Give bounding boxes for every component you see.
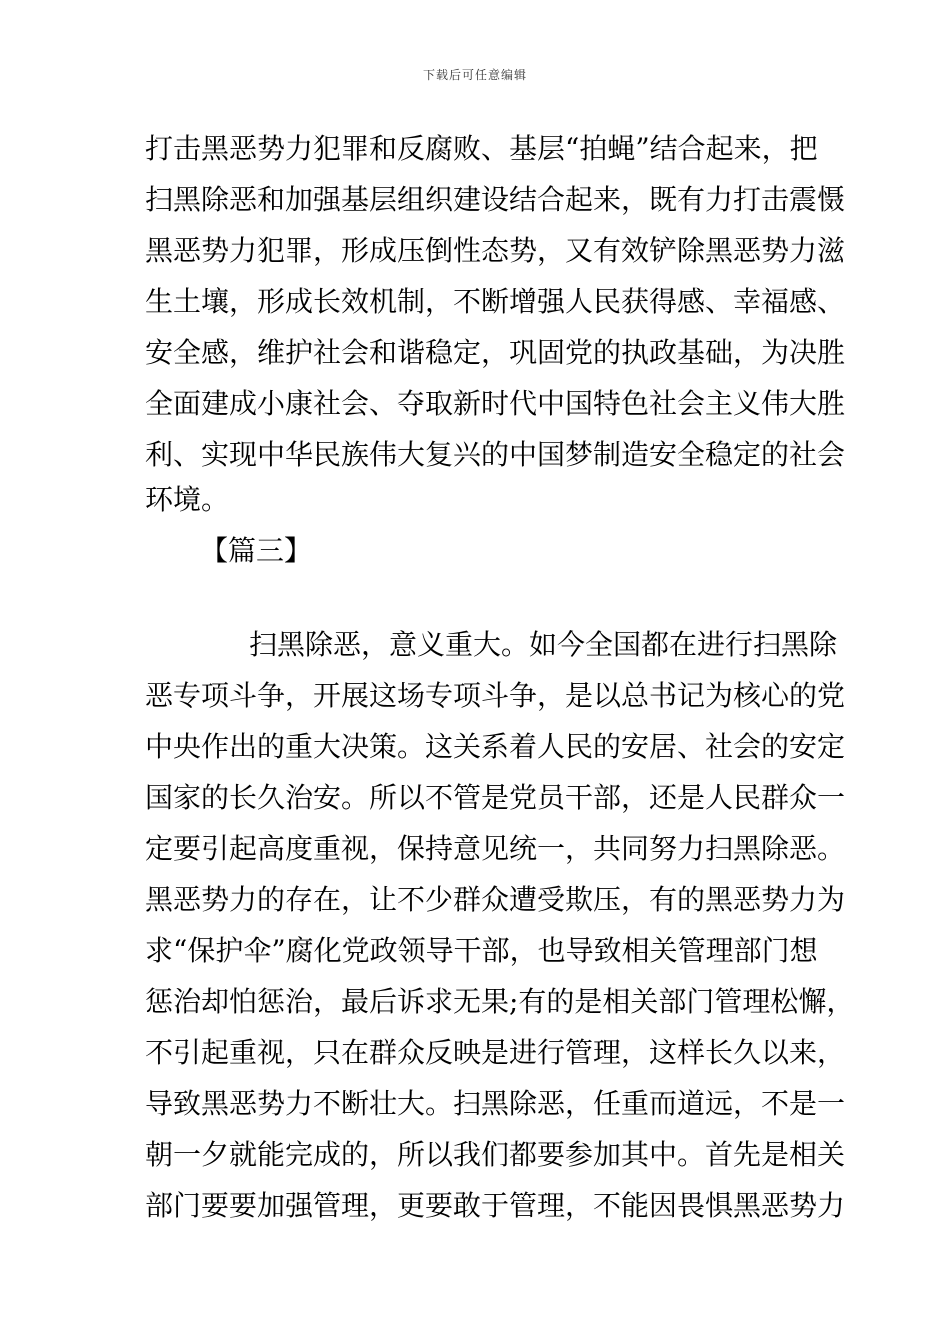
text-line: 中央作出的重大决策。这关系着人民的安居、社会的安定 (145, 730, 846, 763)
page-header-note: 下载后可任意编辑 (422, 68, 527, 82)
text-line: 扫黑除恶，意义重大。如今全国都在进行扫黑除 (249, 628, 838, 661)
text-line: 恶专项斗争，开展这场专项斗争，是以总书记为核心的党 (145, 679, 846, 712)
text-line: 全面建成小康社会、夺取新时代中国特色社会主义伟大胜 (145, 387, 846, 420)
text-line: 导致黑恶势力不断壮大。扫黑除恶，任重而道远，不是一 (145, 1087, 846, 1120)
text-line: 国家的长久治安。所以不管是党员干部，还是人民群众一 (145, 781, 846, 814)
text-line: 黑恶势力的存在，让不少群众遭受欺压，有的黑恶势力为 (145, 883, 846, 916)
text-line: 利、实现中华民族伟大复兴的中国梦制造安全稳定的社会 (145, 438, 846, 471)
text-line: 朝一夕就能完成的，所以我们都要参加其中。首先是相关 (145, 1138, 846, 1171)
text-line: 不引起重视，只在群众反映是进行管理，这样长久以来， (145, 1036, 846, 1069)
text-line: 扫黑除恶和加强基层组织建设结合起来，既有力打击震慑 (145, 183, 846, 216)
text-line: 黑恶势力犯罪，形成压倒性态势，又有效铲除黑恶势力滋 (145, 234, 846, 267)
text-line: 惩治却怕惩治，最后诉求无果;有的是相关部门管理松懈， (145, 985, 855, 1018)
text-line: 生土壤，形成长效机制，不断增强人民获得感、幸福感、 (145, 285, 846, 318)
text-line: 安全感，维护社会和谐稳定，巩固党的执政基础，为决胜 (145, 336, 846, 369)
text-line: 求“保护伞”腐化党政领导干部，也导致相关管理部门想 (145, 934, 818, 967)
section-heading: 【篇三】 (200, 534, 313, 567)
text-line: 环境。 (145, 483, 230, 516)
text-line: 部门要要加强管理，更要敢于管理，不能因畏惧黑恶势力 (145, 1189, 846, 1222)
text-line: 定要引起高度重视，保持意见统一，共同努力扫黑除恶。 (145, 832, 846, 865)
text-line: 打击黑恶势力犯罪和反腐败、基层“拍蝇”结合起来，把 (145, 132, 818, 165)
